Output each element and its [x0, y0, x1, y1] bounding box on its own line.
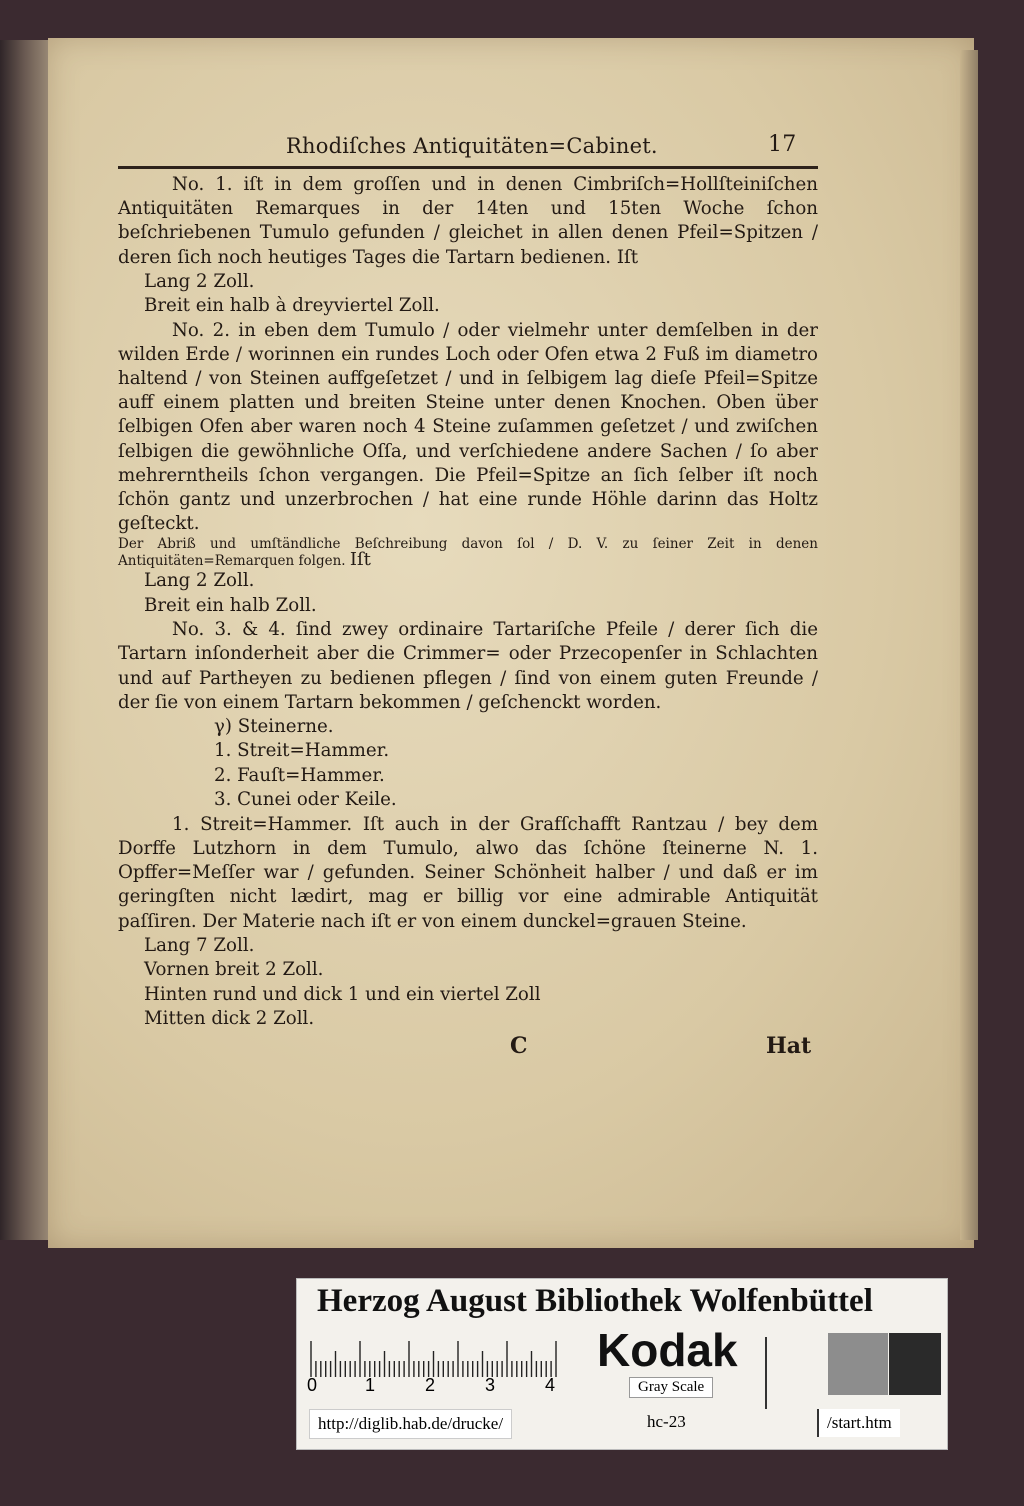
- measure-line: Hinten rund und dick 1 und ein viertel Zoll: [144, 983, 541, 1005]
- ruler-label: 3: [485, 1375, 496, 1395]
- list-item: 2. Fauſt=Hammer.: [214, 764, 385, 786]
- measure-line: Lang 2 Zoll.: [144, 570, 255, 592]
- ruler-label: 0: [307, 1375, 318, 1395]
- black-swatch: [889, 1333, 941, 1395]
- ruler-label: 2: [425, 1375, 436, 1395]
- ruler-labels: [307, 1375, 567, 1399]
- paragraph-no1: No. 1. iſt in dem groſſen und in denen Cimbriſch=Hollſteiniſchen Antiquitäten Remarques in der 14ten und 15ten Woche ſchon beſchriebenen Tumulo gefunden / gleichet in allen denen Pfeil=Spitzen / deren ſich noch heutiges Tages die Tartarn bedienen. Iſt: [118, 174, 818, 268]
- gray-swatch: [828, 1333, 888, 1395]
- page-fore-edge: [960, 50, 978, 1240]
- catchword: Hat: [766, 1033, 812, 1060]
- source-url: http://diglib.hab.de/drucke/: [309, 1409, 512, 1439]
- page-text: [118, 130, 818, 1067]
- gray-scale-label: Gray Scale: [629, 1377, 713, 1398]
- note-end: Iſt: [349, 549, 371, 571]
- list-heading: γ) Steinerne.: [214, 716, 334, 738]
- measure-line: Mitten dick 2 Zoll.: [144, 1007, 315, 1029]
- measure-line: Breit ein halb à dreyviertel Zoll.: [144, 295, 440, 317]
- signature-mark: C: [510, 1033, 528, 1060]
- running-title: Rhodiſches Antiquitäten=Cabinet.: [286, 134, 658, 158]
- paragraph-no3-4: No. 3. & 4. ſind zwey ordinaire Tartariſche Pfeile / derer ſich die Tartarn inſonderheit aber die Crimmer= oder Przecopenſer in Schlachten und auf Partheyen zu bedienen pflegen / ſind von einem guten Freunde / der ſie von einem Tartarn bekommen / geſchenckt worden.: [118, 619, 818, 713]
- kodak-logo: Kodak: [597, 1324, 738, 1376]
- measure-line: Lang 2 Zoll.: [144, 270, 255, 292]
- note-text: Der Abriß und umſtändliche Beſchreibung davon ſol / D. V. zu ſeiner Zeit in denen Antiquitäten=Remarquen folgen.: [118, 536, 818, 570]
- ruler-icon: [309, 1337, 561, 1377]
- page-header: [118, 130, 818, 164]
- calibration-card: [296, 1278, 948, 1450]
- paragraph-no2: No. 2. in eben dem Tumulo / oder vielmehr unter demſelben in der wilden Erde / worinnen ein rundes Loch oder Ofen etwa 2 Fuß im diametro haltend / von Steinen auffgeſetzet / und in ſelbigem lag dieſe Pfeil=Spitze auff einem platten und breiten Steine unter denen Knochen. Oben über ſelbigen Ofen aber waren noch 4 Steine zuſammen geſetzet / und zwiſchen ſelbigen die gewöhnliche Oſſa, und verſchiedene andere Sachen / ſo aber mehrerntheils ſchon vergangen. Die Pfeil=Spitze an ſich ſelber iſt noch ſchön gantz und unzerbrochen / hat eine runde Höhle darinn das Holtz geſteckt.: [118, 319, 818, 535]
- library-title: Herzog August Bibliothek Wolfenbüttel: [317, 1283, 873, 1319]
- list-item: 1. Streit=Hammer.: [214, 740, 390, 762]
- measure-line: Vornen breit 2 Zoll.: [144, 959, 324, 981]
- header-rule: [118, 166, 818, 169]
- paragraph-streit-hammer: 1. Streit=Hammer. Iſt auch in der Grafſchafft Rantzau / bey dem Dorffe Lutzhorn in dem Tumulo, alwo das ſchöne ſteinerne N. 1. Opffer=Meſſer war / gefunden. Seiner Schönheit halber / und daß er im geringſten nicht lædirt, mag er billig vor eine admirable Antiquität paſſiren. Der Materie nach iſt er von einem dunckel=grauen Steine.: [118, 813, 818, 932]
- measure-line: Lang 7 Zoll.: [144, 934, 255, 956]
- page-number: 17: [768, 132, 797, 157]
- page-footer: [118, 1033, 818, 1067]
- ruler-label: 4: [545, 1375, 556, 1395]
- paragraph-note: [118, 536, 818, 569]
- measure-line: Breit ein halb Zoll.: [144, 594, 317, 616]
- ruler-label: 1: [365, 1375, 376, 1395]
- list-item: 3. Cunei oder Keile.: [214, 789, 397, 811]
- start-path: /start.htm: [817, 1409, 900, 1437]
- shelf-code: hc-23: [647, 1412, 686, 1431]
- card-divider: [765, 1337, 767, 1409]
